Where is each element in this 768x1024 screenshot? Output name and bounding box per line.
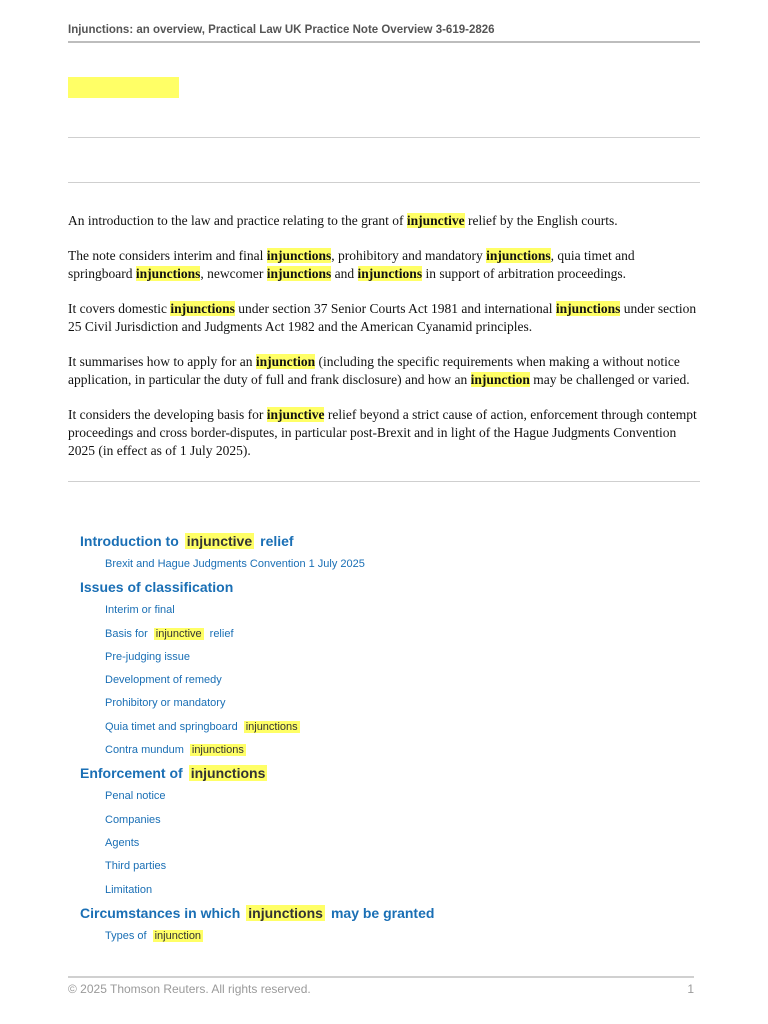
- search-highlight: injunctions: [555, 301, 621, 316]
- text: (including the specific requirements when making a without notice application, in particular the duty of full and frank disclosure) and how an: [68, 354, 680, 387]
- abstract-paragraph: [68, 300, 700, 336]
- search-highlight: injunction: [255, 354, 316, 369]
- toc-subheading-link[interactable]: Development of remedy: [105, 674, 222, 687]
- toc-subheading-link[interactable]: Agents: [105, 836, 140, 849]
- text: Contra mundum: [105, 744, 184, 757]
- toc-subheading-link[interactable]: [105, 739, 700, 762]
- search-highlight: injunctions: [357, 266, 423, 281]
- search-highlight: injunctions: [248, 904, 323, 921]
- toc-subheading-link[interactable]: Brexit and Hague Judgments Convention 1 July 2025: [105, 558, 365, 570]
- text: , prohibitory and mandatory: [331, 248, 487, 263]
- toc-subheading-link[interactable]: Companies: [105, 813, 161, 826]
- search-highlight: injunctions: [190, 765, 266, 782]
- toc-heading-link[interactable]: [80, 902, 700, 925]
- text: Types of: [105, 929, 147, 942]
- text: Circumstances in which: [80, 904, 241, 921]
- abstract-paragraph: [68, 247, 700, 283]
- text: relief beyond a strict cause of action, enforcement through contempt proceedings and cross border-disputes, in particular post-Brexit and in light of the Hague Judgments Convention 2025 (in effect as of 1 July 2025).: [68, 407, 697, 458]
- text: relief: [209, 627, 234, 640]
- toc-subheading-link[interactable]: [105, 716, 700, 739]
- text: Introduction to: [80, 533, 179, 549]
- search-highlight: injunctions: [266, 266, 332, 281]
- text: An introduction to the law and practice relating to the grant of: [68, 213, 407, 228]
- abstract: [68, 212, 700, 477]
- text: relief: [260, 533, 294, 549]
- search-highlight: injunctive: [155, 627, 202, 640]
- text: , newcomer: [200, 266, 267, 281]
- page-number: 1: [687, 982, 694, 996]
- toc-subheading-link[interactable]: Interim or final: [105, 604, 175, 617]
- text: Enforcement of: [80, 765, 183, 782]
- copyright-notice: © 2025 Thomson Reuters. All rights reserved.: [68, 982, 311, 996]
- table-of-contents: [80, 530, 700, 948]
- search-highlight: injunction: [470, 372, 530, 387]
- abstract-paragraph: [68, 212, 700, 230]
- text: may be challenged or varied.: [529, 372, 690, 387]
- abstract-paragraph: [68, 353, 700, 389]
- search-highlight: injunctions: [245, 720, 298, 733]
- toc-subheading-link[interactable]: [105, 623, 700, 646]
- page-header: Injunctions: an overview, Practical Law UK Practice Note Overview 3-619-2826: [68, 24, 700, 43]
- text: relief by the English courts.: [464, 213, 618, 228]
- search-highlight: injunctive: [186, 533, 253, 549]
- text: It summarises how to apply for an: [68, 354, 256, 369]
- toc-subheading-link[interactable]: Limitation: [105, 883, 153, 896]
- divider: [68, 137, 700, 138]
- toc-subheading-link[interactable]: Third parties: [105, 860, 167, 873]
- text: It covers domestic: [68, 301, 171, 316]
- toc-heading-link[interactable]: [80, 530, 700, 553]
- toc-heading-link[interactable]: Issues of classification: [80, 579, 234, 596]
- search-highlight: injunctive: [266, 407, 325, 422]
- divider: [68, 481, 700, 482]
- page-footer: [68, 976, 694, 996]
- highlighted-title-block: [68, 77, 179, 98]
- text: The note considers interim and final: [68, 248, 267, 263]
- text: Quia timet and springboard: [105, 720, 238, 733]
- search-highlight: injunctive: [406, 213, 465, 228]
- toc-subheading-link[interactable]: Penal notice: [105, 790, 166, 803]
- search-highlight: injunctions: [191, 744, 244, 757]
- divider: [68, 182, 700, 183]
- search-highlight: injunctions: [135, 266, 201, 281]
- search-highlight: injunctions: [486, 248, 551, 263]
- text: and: [331, 266, 358, 281]
- toc-subheading-link[interactable]: [105, 925, 700, 948]
- abstract-paragraph: [68, 406, 700, 460]
- text: , quia timet and springboard: [68, 248, 635, 281]
- toc-subheading-link[interactable]: Pre-judging issue: [105, 650, 190, 663]
- search-highlight: injunction: [154, 929, 202, 942]
- text: It considers the developing basis for: [68, 407, 267, 422]
- toc-heading-link[interactable]: [80, 762, 700, 785]
- toc-subheading-link[interactable]: Prohibitory or mandatory: [105, 697, 226, 710]
- search-highlight: injunctions: [170, 301, 235, 316]
- text: may be granted: [330, 904, 435, 921]
- text: in support of arbitration proceedings.: [422, 266, 627, 281]
- text: under section 25 Civil Jurisdiction and Judgments Act 1982 and the American Cyanamid principles.: [68, 301, 697, 334]
- text: Basis for: [105, 627, 148, 640]
- search-highlight: injunctions: [266, 248, 332, 263]
- text: under section 37 Senior Courts Act 1981 and international: [234, 301, 556, 316]
